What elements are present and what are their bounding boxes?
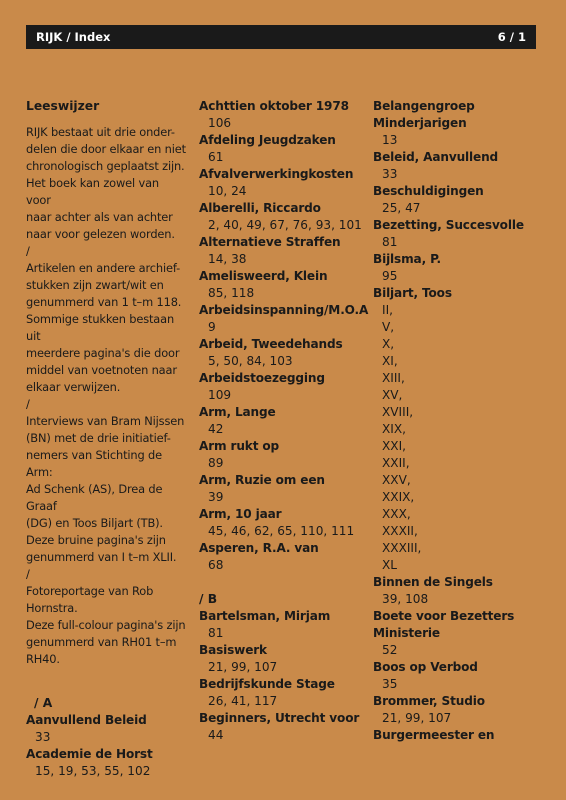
- index-entry: [373, 98, 538, 149]
- index-entry: [26, 712, 186, 746]
- index-term: Afvalverwerkingkosten: [199, 167, 354, 181]
- index-entry: [373, 574, 538, 608]
- index-entries: [199, 98, 367, 574]
- index-term: Beschuldigingen: [373, 184, 484, 198]
- index-term: Belangengroep Minderjarigen: [373, 99, 475, 130]
- index-term: Aanvullend Beleid: [26, 713, 147, 727]
- index-term: Bijlsma, P.: [373, 252, 442, 266]
- page-number: 6 / 1: [497, 30, 526, 44]
- index-entries: [199, 608, 367, 744]
- index-entry: [199, 472, 367, 506]
- intro-paragraph: Interviews van Bram Nijssen (BN) met de drie initiatief- nemers van Stichting de Arm: Ad Schenk (AS), Drea de Graaf (DG) en Toos Biljart (TB). Deze bruine pagina's zijn genummerd van I t–m XLII.: [26, 414, 185, 564]
- page-references: 10, 24: [208, 184, 247, 198]
- page-references: 21, 99, 107: [208, 660, 278, 674]
- index-entry: [373, 659, 538, 693]
- page-references: 95: [382, 269, 398, 283]
- page-references: 33: [35, 730, 51, 744]
- index-entry: [373, 285, 538, 574]
- page-references: 33: [382, 167, 398, 181]
- index-term: Boos op Verbod: [373, 660, 478, 674]
- index-term: Boete voor Bezetters Ministerie: [373, 609, 515, 640]
- page-references: 39: [208, 490, 224, 504]
- page-references: 61: [208, 150, 224, 164]
- index-term: Biljart, Toos: [373, 286, 452, 300]
- index-term: Arm, Lange: [199, 405, 276, 419]
- header-title: RIJK / Index: [36, 30, 111, 44]
- index-entry: [199, 268, 367, 302]
- index-term: Arbeid, Tweedehands: [199, 337, 343, 351]
- index-entry: [26, 746, 186, 780]
- page-references: 2, 40, 49, 67, 76, 93, 101: [208, 218, 362, 232]
- index-term: Asperen, R.A. van: [199, 541, 319, 555]
- page-references: 89: [208, 456, 224, 470]
- page-references: 106: [208, 116, 232, 130]
- page-references: 85, 118: [208, 286, 255, 300]
- index-term: Afdeling Jeugdzaken: [199, 133, 336, 147]
- index-term: Arbeidsinspanning/M.O.A: [199, 303, 369, 317]
- page-references: II, V, X, XI, XIII, XV, XVIII, XIX, XXI, XXII, XXV, XXIX, XXX, XXXII, XXXIII, XL: [382, 303, 422, 572]
- column-1: [26, 98, 186, 780]
- index-entry: [199, 98, 367, 132]
- index-entry: [373, 608, 538, 659]
- page-references: 44: [208, 728, 224, 742]
- index-entry: [199, 438, 367, 472]
- page-references: 13: [382, 133, 398, 147]
- column-2: [199, 98, 367, 744]
- index-entries: [373, 98, 538, 744]
- reading-guide-title: Leeswijzer: [26, 99, 100, 113]
- page-references: 42: [208, 422, 224, 436]
- page-references: 15, 19, 53, 55, 102: [35, 764, 151, 778]
- page-references: 5, 50, 84, 103: [208, 354, 293, 368]
- index-entry: [199, 608, 367, 642]
- page-references: 9: [208, 320, 216, 334]
- page-references: 45, 46, 62, 65, 110, 111: [208, 524, 355, 538]
- page-references: 109: [208, 388, 232, 402]
- page-references: 52: [382, 643, 398, 657]
- index-entry: [373, 727, 538, 744]
- index-term: Amelisweerd, Klein: [199, 269, 328, 283]
- intro-paragraph: Artikelen en andere archief- stukken zijn zwart/wit en genummerd van 1 t–m 118. Sommige stukken bestaan uit meerdere pagina's die door middel van voetnoten naar elkaar verwijzen.: [26, 261, 182, 394]
- page-references: 81: [382, 235, 398, 249]
- index-term: Bezetting, Succesvolle: [373, 218, 524, 232]
- index-entry: [373, 693, 538, 727]
- page-references: 68: [208, 558, 224, 572]
- page-references: 14, 38: [208, 252, 247, 266]
- index-entry: [373, 251, 538, 285]
- index-term: Arm, Ruzie om een: [199, 473, 325, 487]
- intro-paragraph: RIJK bestaat uit drie onder- delen die door elkaar en niet chronologisch geplaatst zijn. Het boek kan zowel van voor naar achter als van achter naar voor gelezen worden.: [26, 125, 186, 241]
- index-term: Alberelli, Riccardo: [199, 201, 321, 215]
- index-entry: [199, 404, 367, 438]
- section-heading-a: / A: [34, 696, 53, 710]
- index-entry: [199, 336, 367, 370]
- separator: /: [26, 397, 30, 411]
- index-term: Bedrijfskunde Stage: [199, 677, 335, 691]
- index-term: Basiswerk: [199, 643, 267, 657]
- index-term: Beleid, Aanvullend: [373, 150, 499, 164]
- index-term: Bartelsman, Mirjam: [199, 609, 331, 623]
- page-references: 21, 99, 107: [382, 711, 452, 725]
- section-heading-b: / B: [199, 592, 218, 606]
- index-entry: [199, 540, 367, 574]
- index-entries: [26, 712, 186, 780]
- intro-paragraph: Fotoreportage van Rob Hornstra. Deze full-colour pagina's zijn genummerd van RH01 t–m RH40.: [26, 584, 186, 666]
- column-3: [373, 98, 538, 744]
- index-term: Academie de Horst: [26, 747, 153, 761]
- index-term: Alternatieve Straffen: [199, 235, 341, 249]
- index-term: Arm, 10 jaar: [199, 507, 282, 521]
- index-entry: [199, 302, 367, 336]
- page-references: 81: [208, 626, 224, 640]
- index-entry: [199, 200, 367, 234]
- separator: /: [26, 244, 30, 258]
- reading-guide: [26, 98, 186, 668]
- page-references: 25, 47: [382, 201, 421, 215]
- page-header: [26, 25, 536, 49]
- index-entry: [199, 710, 367, 744]
- separator: /: [26, 567, 30, 581]
- index-term: Arbeidstoezegging: [199, 371, 325, 385]
- index-entry: [199, 234, 367, 268]
- index-entry: [373, 149, 538, 183]
- index-term: Burgermeester en: [373, 728, 495, 742]
- index-entry: [199, 166, 367, 200]
- page-references: 26, 41, 117: [208, 694, 278, 708]
- index-entry: [199, 506, 367, 540]
- page-references: 39, 108: [382, 592, 429, 606]
- index-term: Arm rukt op: [199, 439, 280, 453]
- index-term: Achttien oktober 1978: [199, 99, 349, 113]
- index-entry: [373, 183, 538, 217]
- index-entry: [373, 217, 538, 251]
- index-term: Beginners, Utrecht voor: [199, 711, 360, 725]
- index-entry: [199, 676, 367, 710]
- index-entry: [199, 642, 367, 676]
- index-term: Brommer, Studio: [373, 694, 485, 708]
- index-term: Binnen de Singels: [373, 575, 493, 589]
- index-entry: [199, 132, 367, 166]
- index-entry: [199, 370, 367, 404]
- page-references: 35: [382, 677, 398, 691]
